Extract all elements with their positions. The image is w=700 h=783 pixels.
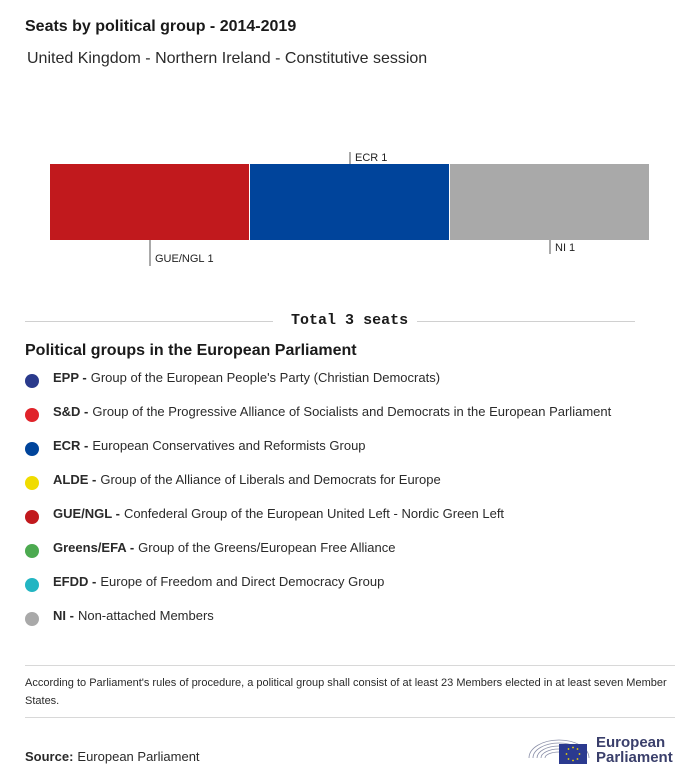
bar-segment [450, 164, 649, 240]
total-seats-label [291, 312, 408, 329]
total-divider-left [25, 321, 273, 322]
legend-name: Group of the Progressive Alliance of Socialists and Democrats in the European Parliament [92, 404, 612, 419]
legend-abbr: NI - [53, 608, 74, 623]
legend-dot-icon [25, 544, 39, 558]
legend-abbr: EPP - [53, 370, 87, 385]
note-divider-bottom [25, 717, 675, 718]
legend-abbr: ECR - [53, 438, 89, 453]
legend-name: Non-attached Members [77, 608, 214, 623]
legend-dot-icon [25, 578, 39, 592]
legend-name: Group of the Alliance of Liberals and Democrats for Europe [100, 472, 441, 487]
bar-category-label: GUE/NGL [155, 253, 205, 265]
legend-dot-icon [25, 374, 39, 388]
legend-item [25, 472, 611, 506]
legend-name: Group of the European People's Party (Christian Democrats) [90, 370, 441, 385]
legend-dot-icon [25, 442, 39, 456]
legend-dot-icon [25, 612, 39, 626]
legend-text [53, 472, 441, 487]
total-divider-right [417, 321, 635, 322]
total-value: 3 [345, 312, 355, 329]
chart-subtitle: United Kingdom - Northern Ireland - Constitutive session [27, 50, 428, 67]
legend-heading: Political groups in the European Parliament [25, 342, 357, 359]
note-divider-top [25, 665, 675, 666]
source-line [25, 749, 200, 764]
legend-abbr: ALDE - [53, 472, 97, 487]
legend-item [25, 574, 611, 608]
bar-value-label: 1 [207, 253, 214, 265]
total-seats-row [25, 312, 635, 332]
legend-item [25, 540, 611, 574]
legend-item [25, 370, 611, 404]
group-legend [25, 370, 611, 642]
bar-label [555, 242, 575, 254]
total-label: Total [291, 312, 337, 329]
legend-text [53, 540, 395, 555]
legend-dot-icon [25, 510, 39, 524]
legend-name: Confederal Group of the European United Left - Nordic Green Left [123, 506, 505, 521]
legend-dot-icon [25, 476, 39, 490]
legend-item [25, 608, 611, 642]
logo-wordmark [596, 735, 673, 765]
legend-name: Group of the Greens/European Free Alliance [138, 540, 396, 555]
legend-name: European Conservatives and Reformists Group [92, 438, 366, 453]
bar-value-label: 1 [381, 152, 388, 164]
legend-abbr: EFDD - [53, 574, 97, 589]
source-label: Source: [25, 749, 74, 764]
total-unit: seats [363, 312, 409, 329]
legend-text [53, 574, 384, 589]
bar-value-label: 1 [569, 242, 576, 254]
legend-abbr: GUE/NGL - [53, 506, 120, 521]
chart-title: Seats by political group - 2014-2019 [25, 18, 297, 35]
seats-bar-chart [0, 140, 700, 280]
bar-segment [50, 164, 249, 240]
legend-name: Europe of Freedom and Direct Democracy Group [100, 574, 385, 589]
logo-line-1: European [596, 734, 666, 751]
legend-abbr: S&D - [53, 404, 89, 419]
logo-line-2: Parliament [596, 749, 673, 766]
legend-item [25, 404, 611, 438]
bar-label [355, 152, 387, 164]
legend-text [53, 404, 611, 419]
legend-text [53, 438, 366, 453]
legend-abbr: Greens/EFA - [53, 540, 135, 555]
rules-note: According to Parliament's rules of procedure, a political group shall consist of at least 23 Members elected in at least seven Member States. [25, 677, 667, 707]
source-value: European Parliament [77, 749, 200, 764]
legend-item [25, 438, 611, 472]
legend-item [25, 506, 611, 540]
bar-segment [250, 164, 449, 240]
bar-category-label: NI [555, 242, 566, 254]
bar-label [155, 253, 214, 265]
bar-category-label: ECR [355, 152, 379, 164]
legend-text [53, 506, 504, 521]
legend-text [53, 370, 440, 385]
legend-text [53, 608, 214, 623]
legend-dot-icon [25, 408, 39, 422]
